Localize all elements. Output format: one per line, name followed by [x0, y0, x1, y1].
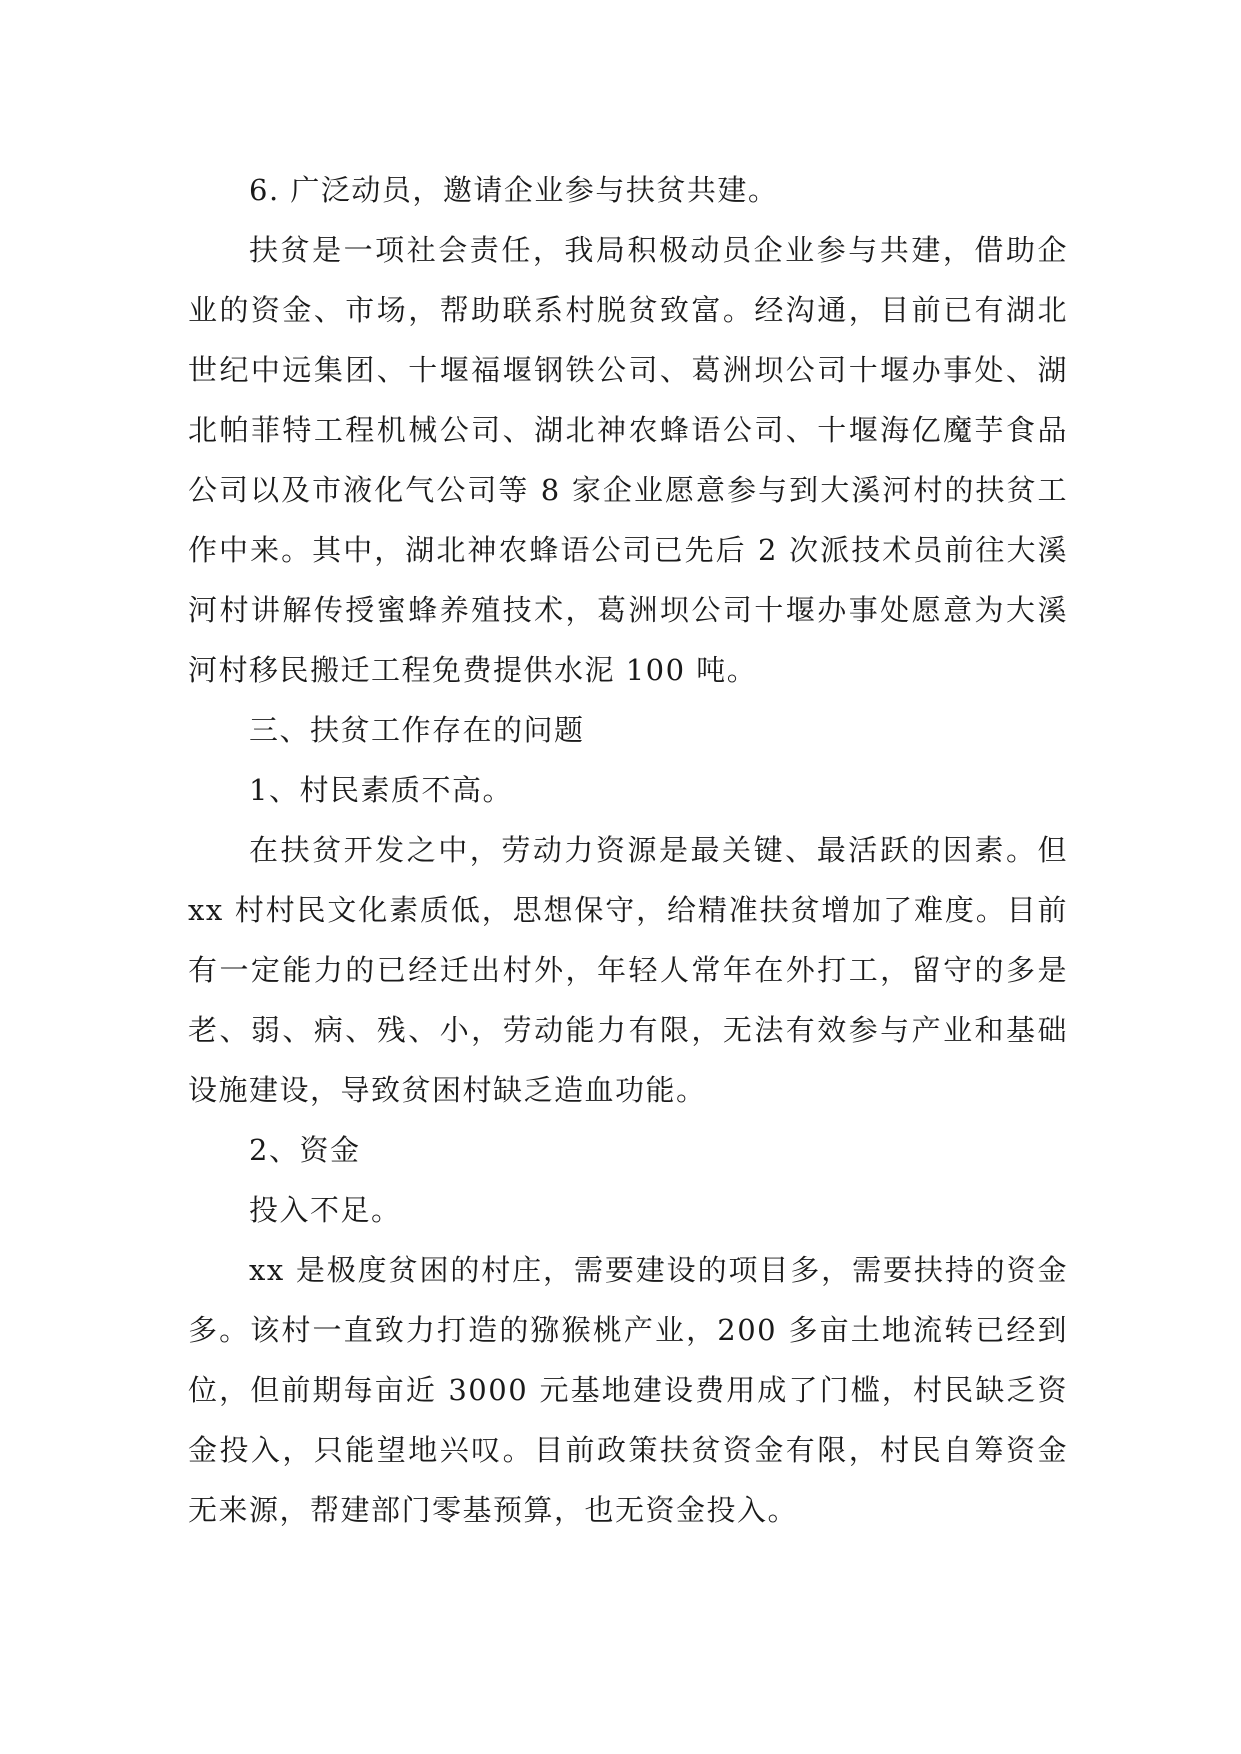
section-heading-mobilize-enterprises: 6. 广泛动员，邀请企业参与扶贫共建。 — [249, 173, 779, 207]
document-body — [188, 160, 1068, 1540]
subheading-funds: 2、资金 — [249, 1133, 361, 1167]
subheading-funds-insufficient: 投入不足。 — [249, 1193, 402, 1227]
paragraph-enterprise-participation: 扶贫是一项社会责任，我局积极动员企业参与共建，借助企业的资金、市场，帮助联系村脱贫致富。经沟通，目前已有湖北世纪中远集团、十堰福堰钢铁公司、葛洲坝公司十堰办事处、湖北帕菲特工程机械公司、湖北神农蜂语公司、十堰海亿魔芋食品公司以及市液化气公司等 8 家企业愿意参与到大溪河村的扶贫工作中来。其中，湖北神农蜂语公司已先后 2 次派技术员前往大溪河村讲解传授蜜蜂养殖技术，葛洲坝公司十堰办事处愿意为大溪河村移民搬迁工程免费提供水泥 100 吨。 — [188, 233, 1068, 687]
paragraph-funding-shortage: xx 是极度贫困的村庄，需要建设的项目多，需要扶持的资金多。该村一直致力打造的猕猴桃产业，200 多亩土地流转已经到位，但前期每亩近 3000 元基地建设费用成了门槛，村民缺乏资金投入，只能望地兴叹。目前政策扶贫资金有限，村民自筹资金无来源，帮建部门零基预算，也无资金投入。 — [188, 1253, 1068, 1527]
subheading-villager-quality: 1、村民素质不高。 — [249, 773, 513, 807]
paragraph-labor-resources: 在扶贫开发之中，劳动力资源是最关键、最活跃的因素。但 xx 村村民文化素质低，思想保守，给精准扶贫增加了难度。目前有一定能力的已经迁出村外，年轻人常年在外打工，留守的多是老、弱、病、残、小，劳动能力有限，无法有效参与产业和基础设施建设，导致贫困村缺乏造血功能。 — [188, 833, 1068, 1107]
section-heading-problems: 三、扶贫工作存在的问题 — [249, 713, 585, 747]
